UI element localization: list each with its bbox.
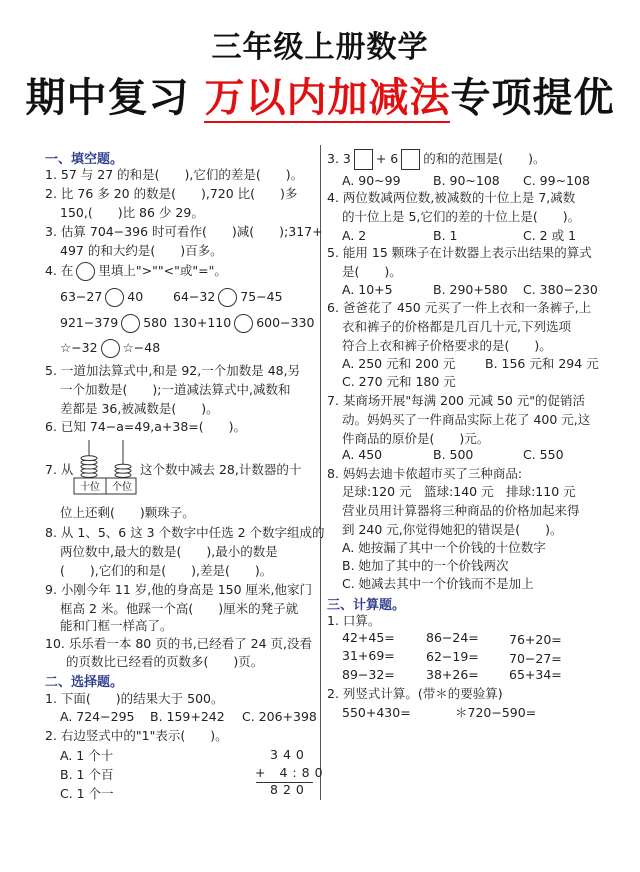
oral-calc-item: 65+34= <box>509 667 562 682</box>
question-text: 1. 57 与 27 的和是( ),它们的差是( )。 <box>45 167 304 182</box>
option-c[interactable]: C. 1 个一 <box>60 786 114 801</box>
question-text: 5. 能用 15 颗珠子在计数器上表示出结果的算式 <box>327 245 592 260</box>
compare-circle[interactable] <box>105 288 124 307</box>
worksheet-title: 三年级上册数学 <box>211 30 429 65</box>
question-text: 1. 下面( )的结果大于 500。 <box>45 691 224 706</box>
compare-item: 64−32 75−45 <box>173 288 283 307</box>
compare-item: 921−379 580 <box>60 314 167 333</box>
section-title-calculation: 三、计算题。 <box>327 598 406 613</box>
digit-box[interactable] <box>401 149 420 170</box>
option-a[interactable]: A. 10+5 <box>342 282 393 297</box>
question-text: 件商品的原价是( )元。 <box>342 431 490 446</box>
section-title-fill-in: 一、填空题。 <box>45 152 124 167</box>
column-divider <box>320 145 321 800</box>
question-text <box>45 262 227 281</box>
question-text: 一个加数是( );一道减法算式中,减数和 <box>60 382 291 397</box>
question-text: 5. 一道加法算式中,和是 92,一个加数是 48,另 <box>45 363 301 378</box>
question-text: 是( )。 <box>342 264 402 279</box>
question-text: 动。妈妈买了一件商品实际上花了 400 元,这 <box>342 412 591 427</box>
option-c[interactable]: C. 99~108 <box>523 173 590 188</box>
compare-item: 63−27 40 <box>60 288 143 307</box>
question-text: 衣和裤子的价格都是几百几十元,下列选项 <box>342 319 571 334</box>
oral-calc-item: 42+45= <box>342 630 395 645</box>
compare-circle[interactable] <box>121 314 140 333</box>
option-a[interactable]: A. 724−295 <box>60 709 135 724</box>
tens-label: 十位 <box>80 482 100 493</box>
question-text: 营业员用计算器将三种商品的价格加起来得 <box>342 503 580 518</box>
oral-calc-item: 70−27= <box>509 651 562 666</box>
ones-label: 个位 <box>112 482 132 493</box>
question-text: ( ),它们的和是( ),差是( )。 <box>60 563 273 578</box>
question-text: 差都是 36,被减数是( )。 <box>60 401 219 416</box>
option-a[interactable]: A. 1 个十 <box>60 748 114 763</box>
option-b[interactable]: B. 159+242 <box>150 709 225 724</box>
option-b[interactable]: B. 290+580 <box>433 282 508 297</box>
question-text: 6. 已知 74−a=49,a+38=( )。 <box>45 419 247 434</box>
option-c[interactable]: C. 2 或 1 <box>523 228 577 243</box>
question-text: 2. 比 76 多 20 的数是( ),720 比( )多 <box>45 186 298 201</box>
oral-calc-item: 89−32= <box>342 667 395 682</box>
option-c[interactable]: C. 她减去其中一个价钱而不是加上 <box>342 576 534 591</box>
question-text: 2. 右边竖式中的"1"表示( )。 <box>45 728 228 743</box>
question-text: 的页数比已经看的页数多( )页。 <box>66 654 264 669</box>
question-text: 8. 妈妈去迪卡侬超市买了三种商品: <box>327 466 523 481</box>
option-b[interactable]: B. 她加了其中的一个价钱两次 <box>342 558 509 573</box>
question-text: 到 240 元,你觉得她犯的错误是( )。 <box>342 522 563 537</box>
compare-item: 130+110 600−330 <box>173 314 314 333</box>
option-c[interactable]: C. 270 元和 180 元 <box>342 374 456 389</box>
vertical-calc-item: 550+430= <box>342 705 411 720</box>
subtitle-prefix: 期中复习 <box>25 74 205 121</box>
question-text: 3. 3 + 6 的和的范围是( )。 <box>327 149 546 170</box>
abacus-bead <box>115 464 131 469</box>
option-b[interactable]: B. 156 元和 294 元 <box>485 356 599 371</box>
question-text: 能和门框一样高了。 <box>60 618 173 633</box>
subtitle-highlight: 万以内加减法 <box>204 74 451 121</box>
option-a[interactable]: A. 2 <box>342 228 367 243</box>
compare-circle[interactable] <box>101 339 120 358</box>
option-a[interactable]: A. 450 <box>342 447 383 462</box>
option-a[interactable]: A. 90~99 <box>342 173 401 188</box>
option-a[interactable]: A. 她按漏了其中一个价钱的十位数字 <box>342 540 546 555</box>
question-text: 的十位上是 5,它们的差的十位上是( )。 <box>342 209 581 224</box>
vertical-calc-addend: + 4:80 <box>255 765 328 780</box>
worksheet-subtitle <box>0 66 640 123</box>
abacus-icon <box>73 440 137 496</box>
option-b[interactable]: B. 90~108 <box>433 173 500 188</box>
oral-calc-item: 62−19= <box>426 649 479 664</box>
oral-calc-item: 38+26= <box>426 667 479 682</box>
compare-circle[interactable] <box>234 314 253 333</box>
compare-circle[interactable] <box>218 288 237 307</box>
question-text: 框高 2 米。他踩一个高( )厘米的凳子就 <box>60 601 299 616</box>
question-text: 两位数中,最大的数是( ),最小的数是 <box>60 544 278 559</box>
question-text: 6. 爸爸花了 450 元买了一件上衣和一条裤子,上 <box>327 300 592 315</box>
question-text: 足球:120 元 篮球:140 元 排球:110 元 <box>342 484 576 499</box>
question-text: 符合上衣和裤子价格要求的是( )。 <box>342 338 552 353</box>
question-text: 10. 乐乐看一本 80 页的书,已经看了 24 页,没看 <box>45 636 313 651</box>
circle-blank-icon <box>76 262 95 281</box>
question-text: 1. 口算。 <box>327 613 381 628</box>
question-text: 位上还剩( )颗珠子。 <box>60 505 195 520</box>
option-b[interactable]: B. 500 <box>433 447 474 462</box>
question-text: 7. 某商场开展"每满 200 元减 50 元"的促销活 <box>327 393 586 408</box>
section-title-choice: 二、选择题。 <box>45 675 124 690</box>
q4-prefix: 4. 在 <box>45 263 74 278</box>
question-text: 7. 从 <box>45 462 74 477</box>
option-c[interactable]: C. 550 <box>523 447 564 462</box>
compare-item: ☆−32 ☆−48 <box>60 339 160 358</box>
option-c[interactable]: C. 380−230 <box>523 282 598 297</box>
digit-box[interactable] <box>354 149 373 170</box>
oral-calc-item: 31+69= <box>342 648 395 663</box>
vertical-calc-top: 340 <box>270 747 309 762</box>
subtitle-suffix: 专项提优 <box>450 74 615 121</box>
question-text: 这个数中减去 28,计数器的十 <box>140 462 302 477</box>
abacus-bead <box>81 456 97 461</box>
question-text: 2. 列竖式计算。(带＊的要验算) <box>327 686 503 701</box>
vertical-calc-item: ＊720−590= <box>455 705 537 720</box>
q4-suffix: 里填上">""<"或"="。 <box>98 263 227 278</box>
question-text: 497 的和大约是( )百多。 <box>60 243 223 258</box>
option-b[interactable]: B. 1 <box>433 228 458 243</box>
vertical-calc-result: 820 <box>270 782 309 797</box>
question-text: 3. 估算 704−396 时可看作( )减( );317+ <box>45 224 323 239</box>
option-a[interactable]: A. 250 元和 200 元 <box>342 356 456 371</box>
question-text: 8. 从 1、5、6 这 3 个数字中任选 2 个数字组成的 <box>45 525 325 540</box>
question-text: 9. 小刚今年 11 岁,他的身高是 150 厘米,他家门 <box>45 582 313 597</box>
question-text: 150,( )比 86 少 29。 <box>60 205 204 220</box>
option-c[interactable]: C. 206+398 <box>242 709 317 724</box>
oral-calc-item: 86−24= <box>426 630 479 645</box>
question-text: 4. 两位数减两位数,被减数的十位上是 7,减数 <box>327 190 576 205</box>
option-b[interactable]: B. 1 个百 <box>60 767 114 782</box>
oral-calc-item: 76+20= <box>509 632 562 647</box>
